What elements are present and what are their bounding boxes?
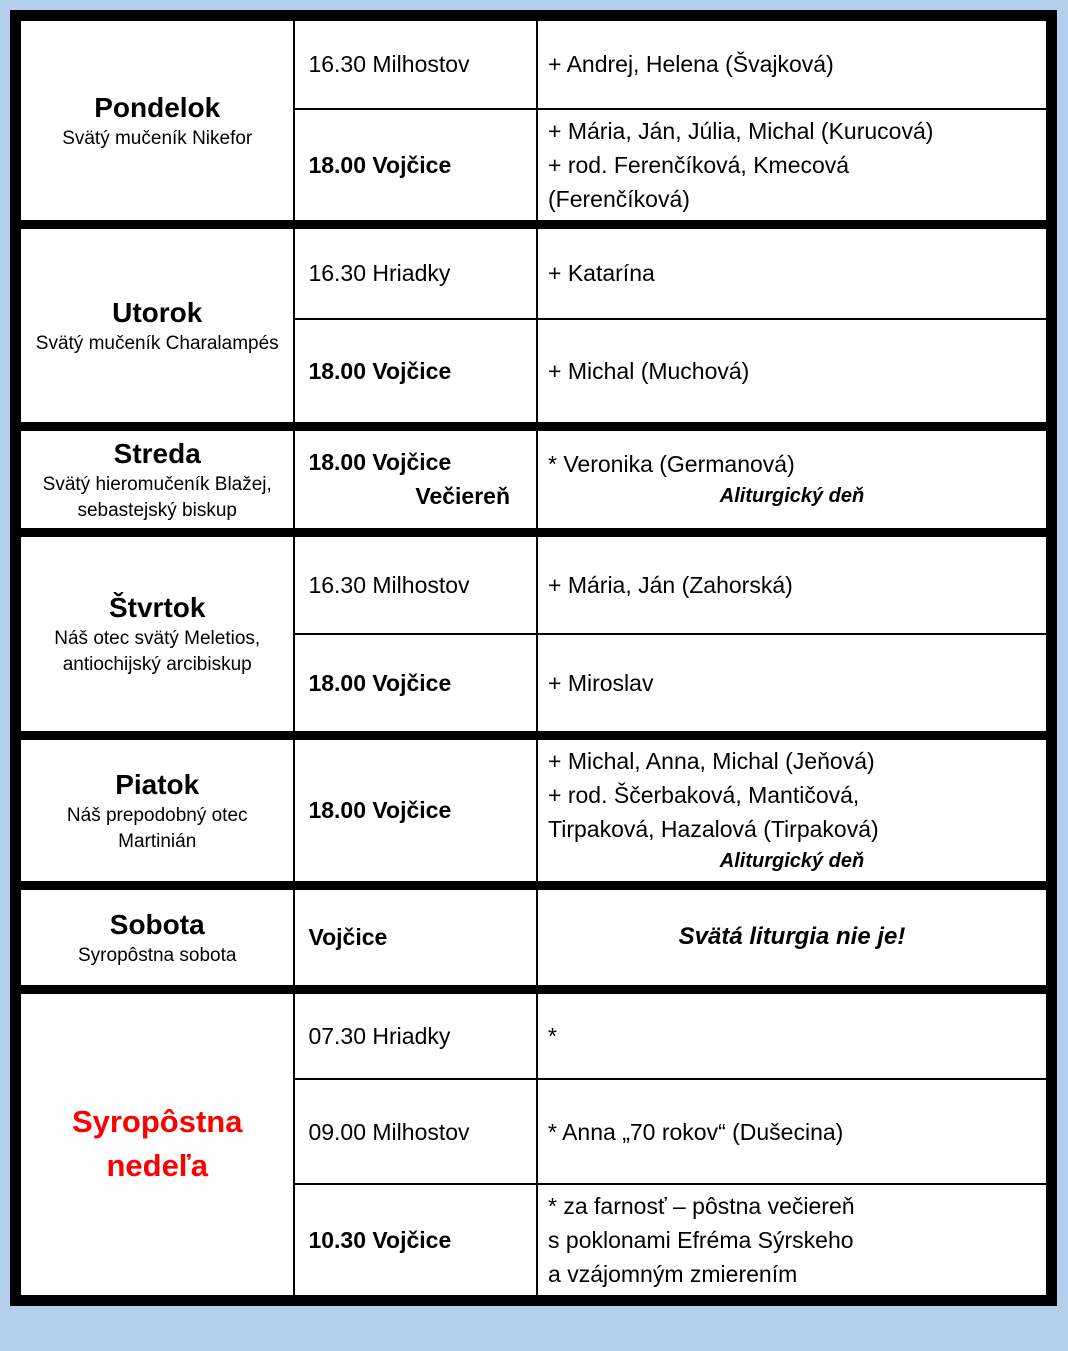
intention-cell-nedela-3 [537,1184,1051,1301]
day-title-nedela [27,1100,287,1188]
intention-cell-utorok-2 [537,319,1051,426]
intention-line: + Michal, Anna, Michal (Jeňová) [548,747,875,774]
intention-cell-nedela-1 [537,989,1051,1079]
time-cell-pondelok-1 [294,16,537,109]
row-nedela-0730 [16,989,1052,1079]
day-title-pondelok: Pondelok [94,91,221,123]
time-cell-piatok [294,735,537,885]
intention-line: * za farnosť – pôstna večiereň [548,1193,855,1219]
intention-cell-stvrtok-1 [537,532,1051,634]
day-cell-pondelok [16,16,295,225]
row-utorok-1630 [16,224,1052,319]
day-subtitle-sobota: Syropôstna sobota [78,944,237,966]
intention-cell-nedela-2 [537,1079,1051,1184]
time-text: 16.30 Milhostov [308,51,470,78]
time-text: 16.30 Milhostov [308,571,470,598]
day-cell-stvrtok [16,532,295,735]
day-subtitle-line: antiochijský arcibiskup [62,654,252,675]
time-cell-nedela-2 [294,1079,537,1184]
row-sobota [16,885,1052,989]
intention-line: + rod. Ščerbaková, Mantičová, [548,781,860,808]
intention-cell-pondelok-2 [537,109,1051,225]
day-title-piatok: Piatok [115,768,200,800]
intention-line: + Mária, Ján (Zahorská) [548,571,793,598]
intention-line: a vzájomným zmierením [548,1261,798,1287]
time-cell-stvrtok-2 [294,634,537,735]
time-text: 18.00 Vojčice [308,151,452,178]
day-title-streda: Streda [113,437,201,469]
intention-line: + Michal (Muchová) [548,357,750,384]
time-cell-nedela-3 [294,1184,537,1301]
intention-line: + Miroslav [548,669,654,696]
day-cell-nedela [16,989,295,1301]
intention-line: * [548,1022,557,1049]
intention-line: + Katarína [548,260,655,287]
day-subtitle-line: Martinián [118,830,197,852]
no-liturgy-notice: Svätá liturgia nie je! [678,923,906,950]
intention-line: + Andrej, Helena (Švajková) [548,51,834,78]
day-title-sobota: Sobota [109,908,205,940]
day-subtitle-streda [27,472,287,524]
time-text: 18.00 Vojčice [308,449,452,475]
time-cell-sobota [294,885,537,989]
day-subtitle-piatok [27,803,287,855]
row-piatok-1800 [16,735,1052,885]
day-title-line: Syropôstna [71,1104,243,1140]
schedule-table [10,10,1057,1306]
day-subtitle-line: Svätý hieromučeník Blažej, [42,473,272,495]
row-pondelok-1630 [16,16,1052,109]
time-text: 18.00 Vojčice [308,357,452,384]
row-streda-1800 [16,426,1052,532]
time-cell-stvrtok-1 [294,532,537,634]
day-subtitle-line: Náš prepodobný otec [66,804,248,826]
intention-line: * Anna „70 rokov“ (Dušecina) [548,1118,844,1145]
row-stvrtok-1630 [16,532,1052,634]
intention-line: + Mária, Ján, Júlia, Michal (Kurucová) [548,117,934,144]
day-subtitle-pondelok: Svätý mučeník Nikefor [62,127,253,149]
intention-line: * Veronika (Germanová) [548,450,795,477]
day-title-line: nedeľa [106,1148,208,1184]
day-subtitle-line: Náš otec svätý Meletios, [54,628,261,649]
intention-line: (Ferenčíková) [548,185,690,212]
day-cell-streda [16,426,295,532]
time-text: 07.30 Hriadky [308,1022,451,1049]
time-text: 16.30 Hriadky [308,260,451,287]
day-cell-piatok [16,735,295,885]
time-text-vespers: Večiereň [415,483,511,509]
intention-cell-streda [537,426,1051,532]
intention-cell-sobota [537,885,1051,989]
intention-cell-utorok-1 [537,224,1051,319]
time-text: 18.00 Vojčice [308,669,452,696]
time-cell-utorok-2 [294,319,537,426]
time-cell-utorok-1 [294,224,537,319]
intention-line: + rod. Ferenčíková, Kmecová [548,151,850,178]
day-cell-utorok [16,224,295,426]
time-cell-pondelok-2 [294,109,537,225]
time-cell-nedela-1 [294,989,537,1079]
intention-line: Tirpaková, Hazalová (Tirpaková) [548,815,879,842]
intention-cell-stvrtok-2 [537,634,1051,735]
day-subtitle-stvrtok [27,626,287,678]
intention-line: s poklonami Efréma Sýrskeho [548,1227,854,1253]
day-title-utorok: Utorok [112,296,203,328]
aliturgical-day-note: Aliturgický deň [719,484,865,507]
intention-cell-pondelok-1 [537,16,1051,109]
day-title-stvrtok: Štvrtok [108,592,206,623]
day-subtitle-line: sebastejský biskup [77,499,237,521]
intention-cell-piatok [537,735,1051,885]
time-cell-streda [294,426,537,532]
day-subtitle-utorok: Svätý mučeník Charalampés [35,332,279,354]
time-text: Vojčice [308,924,388,950]
aliturgical-day-note: Aliturgický deň [719,849,865,872]
day-cell-sobota [16,885,295,989]
time-text: 10.30 Vojčice [308,1227,452,1253]
time-text: 09.00 Milhostov [308,1118,470,1145]
time-text: 18.00 Vojčice [308,797,452,823]
